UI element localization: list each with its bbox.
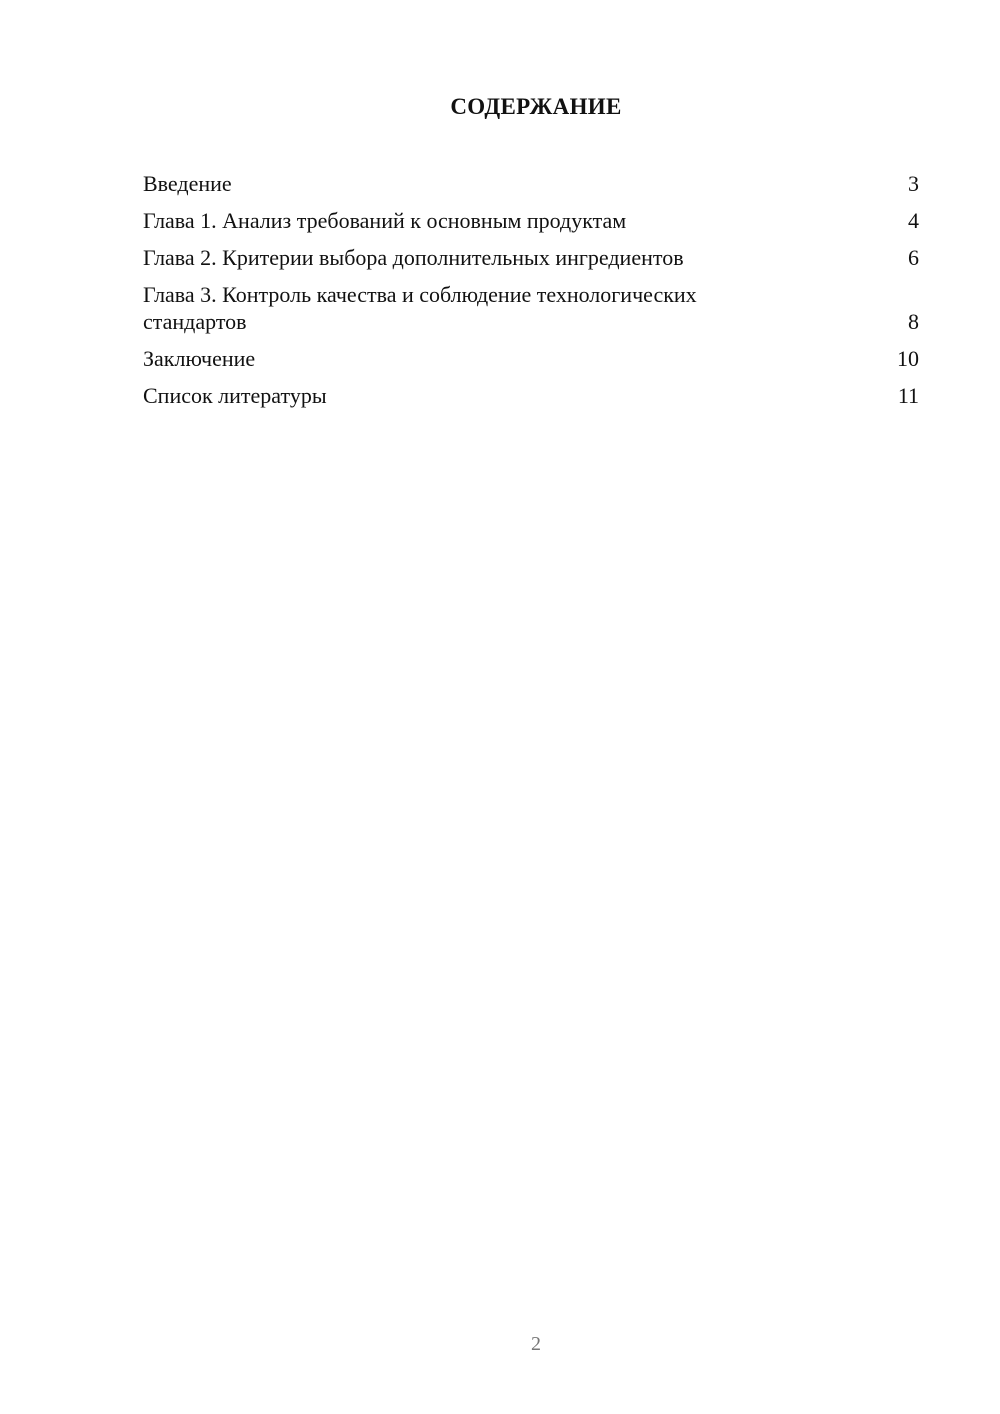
toc-entry-page: 6: [908, 245, 919, 270]
page-title: СОДЕРЖАНИЕ: [450, 94, 622, 119]
toc-entry-title: Глава 3. Контроль качества и соблюдение технологических стандартов: [143, 282, 697, 334]
toc-entry-page: 8: [908, 309, 919, 334]
toc-entry-introduction: [143, 170, 919, 197]
toc-entry-title: Заключение: [143, 346, 256, 371]
toc-entry-page: 4: [908, 208, 919, 233]
toc-entry-chapter-2: [143, 244, 919, 271]
toc-entry-title: Введение: [143, 171, 232, 196]
page-number: 2: [531, 1333, 541, 1355]
toc-entry-title: Список литературы: [143, 383, 327, 408]
toc-entry-conclusion: [143, 345, 919, 372]
toc-entry-page: 10: [897, 346, 919, 371]
toc-entry-chapter-1: [143, 207, 919, 234]
toc-entry-chapter-3: [143, 281, 919, 335]
toc-entry-page: 11: [897, 383, 919, 408]
toc-entry-title: Глава 1. Анализ требований к основным продуктам: [143, 208, 627, 233]
toc-entry-references: [143, 382, 919, 409]
toc-entry-page: 3: [908, 171, 919, 196]
table-of-contents: [143, 170, 919, 419]
toc-entry-title: Глава 2. Критерии выбора дополнительных ингредиентов: [143, 245, 684, 270]
